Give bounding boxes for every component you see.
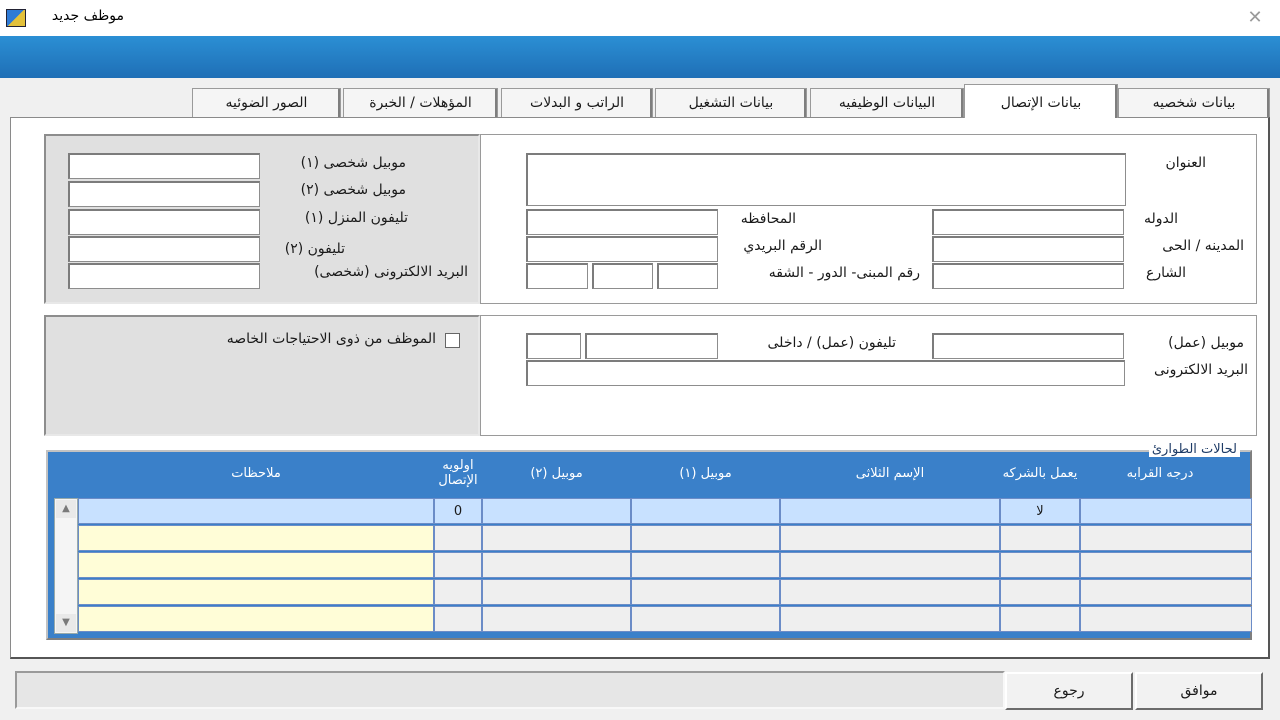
grid-cell[interactable] bbox=[780, 552, 1000, 578]
grid-cell-relation[interactable] bbox=[1080, 498, 1252, 524]
grid-cell-mobile-1[interactable] bbox=[631, 498, 780, 524]
country-label: الدوله bbox=[1143, 211, 1178, 227]
street-label: الشارع bbox=[1145, 265, 1186, 281]
grid-cell[interactable] bbox=[631, 579, 780, 605]
scroll-up-icon[interactable]: ▲ bbox=[56, 500, 76, 518]
col-header-full-name[interactable]: الإسم الثلاثى bbox=[855, 465, 925, 481]
extension-field[interactable] bbox=[526, 333, 581, 359]
country-field[interactable] bbox=[932, 209, 1124, 235]
tab-operation[interactable]: بيانات التشغيل bbox=[655, 88, 807, 117]
home-phone-1-field[interactable] bbox=[68, 209, 260, 235]
personal-email-field[interactable] bbox=[68, 263, 260, 289]
special-needs-label: الموظف من ذوى الاحتياجات الخاصه bbox=[226, 331, 436, 347]
phone-2-field[interactable] bbox=[68, 236, 260, 262]
work-email-label: البريد الالكترونى bbox=[1154, 362, 1248, 378]
work-phone-extension-label: تليفون (عمل) / داخلى bbox=[767, 335, 896, 351]
city-label: المدينه / الحى bbox=[1162, 238, 1244, 254]
building-floor-apartment-label: رقم المبنى- الدور - الشقه bbox=[768, 265, 920, 281]
grid-cell[interactable] bbox=[1080, 552, 1252, 578]
work-email-field[interactable] bbox=[526, 360, 1125, 386]
window-title: موظف جديد bbox=[51, 8, 124, 24]
floor-field[interactable] bbox=[592, 263, 653, 289]
title-bar bbox=[0, 0, 1280, 36]
grid-cell-full-name[interactable] bbox=[780, 498, 1000, 524]
grid-cell[interactable] bbox=[1080, 606, 1252, 632]
grid-cell[interactable] bbox=[434, 525, 482, 551]
personal-mobile-1-label: موبيل شخصى (١) bbox=[300, 155, 406, 171]
street-field[interactable] bbox=[932, 263, 1124, 289]
grid-cell[interactable] bbox=[780, 606, 1000, 632]
phone-2-label: تليفون (٢) bbox=[284, 241, 345, 257]
grid-cell[interactable] bbox=[631, 525, 780, 551]
grid-cell[interactable] bbox=[482, 552, 631, 578]
col-header-works-at-company[interactable]: يعمل بالشركه bbox=[1002, 465, 1078, 481]
app-icon bbox=[6, 9, 26, 27]
grid-cell-notes[interactable] bbox=[78, 579, 434, 605]
grid-cell[interactable] bbox=[631, 552, 780, 578]
col-header-mobile-1[interactable]: موبيل (١) bbox=[679, 465, 732, 481]
address-label: العنوان bbox=[1165, 155, 1206, 171]
grid-cell[interactable] bbox=[482, 579, 631, 605]
grid-cell[interactable] bbox=[434, 552, 482, 578]
ok-button[interactable]: موافق bbox=[1135, 672, 1263, 710]
emergency-contacts-grid bbox=[46, 450, 1252, 640]
work-mobile-field[interactable] bbox=[932, 333, 1124, 359]
tab-contact[interactable]: بيانات الإتصال bbox=[964, 84, 1118, 118]
grid-cell[interactable] bbox=[434, 579, 482, 605]
emergency-legend: لحالات الطوارئ bbox=[1149, 442, 1240, 457]
city-field[interactable] bbox=[932, 236, 1124, 262]
special-needs-checkbox[interactable] bbox=[445, 333, 460, 348]
grid-cell[interactable] bbox=[1000, 552, 1080, 578]
header-banner bbox=[0, 36, 1280, 78]
scroll-down-icon[interactable]: ▼ bbox=[56, 614, 76, 632]
grid-cell[interactable] bbox=[1000, 579, 1080, 605]
col-header-notes[interactable]: ملاحظات bbox=[231, 465, 281, 481]
col-header-relation[interactable]: درجه القرابه bbox=[1126, 465, 1194, 481]
grid-cell-notes[interactable] bbox=[78, 606, 434, 632]
col-header-contact-priority[interactable]: اولويه الإتصال bbox=[438, 458, 478, 488]
postal-code-field[interactable] bbox=[526, 236, 718, 262]
grid-cell[interactable] bbox=[631, 606, 780, 632]
personal-email-label: البريد الالكترونى (شخصى) bbox=[314, 264, 468, 280]
grid-cell-mobile-2[interactable] bbox=[482, 498, 631, 524]
grid-scrollbar[interactable] bbox=[54, 498, 78, 634]
grid-cell-notes[interactable] bbox=[78, 498, 434, 524]
home-phone-1-label: تليفون المنزل (١) bbox=[304, 210, 408, 226]
grid-cell[interactable] bbox=[1000, 606, 1080, 632]
postal-label: الرقم البريدي bbox=[743, 238, 822, 254]
personal-mobile-1-field[interactable] bbox=[68, 153, 260, 179]
grid-cell[interactable] bbox=[1080, 525, 1252, 551]
grid-cell[interactable] bbox=[1000, 525, 1080, 551]
grid-cell-priority[interactable]: 0 bbox=[434, 498, 482, 524]
tab-personal[interactable]: بيانات شخصيه bbox=[1118, 88, 1270, 117]
governorate-field[interactable] bbox=[526, 209, 718, 235]
grid-cell[interactable] bbox=[482, 525, 631, 551]
grid-cell-notes[interactable] bbox=[78, 525, 434, 551]
grid-cell-notes[interactable] bbox=[78, 552, 434, 578]
grid-cell[interactable] bbox=[1080, 579, 1252, 605]
work-mobile-label: موبيل (عمل) bbox=[1168, 335, 1244, 351]
work-phone-field[interactable] bbox=[585, 333, 718, 359]
governorate-label: المحافظه bbox=[740, 211, 796, 227]
grid-cell[interactable] bbox=[780, 579, 1000, 605]
col-header-mobile-2[interactable]: موبيل (٢) bbox=[530, 465, 583, 481]
personal-mobile-2-label: موبيل شخصى (٢) bbox=[300, 182, 406, 198]
grid-cell[interactable] bbox=[482, 606, 631, 632]
back-button[interactable]: رجوع bbox=[1005, 672, 1133, 710]
grid-cell[interactable] bbox=[434, 606, 482, 632]
grid-cell[interactable] bbox=[780, 525, 1000, 551]
tab-job[interactable]: البيانات الوظيفيه bbox=[810, 88, 964, 117]
tab-salary[interactable]: الراتب و البدلات bbox=[501, 88, 653, 117]
address-field[interactable] bbox=[526, 153, 1126, 206]
tab-photos[interactable]: الصور الضوئيه bbox=[192, 88, 341, 117]
building-number-field[interactable] bbox=[657, 263, 718, 289]
tab-qualifications[interactable]: المؤهلات / الخبرة bbox=[343, 88, 498, 117]
status-bar bbox=[15, 671, 1005, 709]
grid-cell-works-at-company[interactable]: لا bbox=[1000, 498, 1080, 524]
personal-mobile-2-field[interactable] bbox=[68, 181, 260, 207]
close-icon[interactable]: ✕ bbox=[1247, 7, 1263, 28]
apartment-field[interactable] bbox=[526, 263, 588, 289]
